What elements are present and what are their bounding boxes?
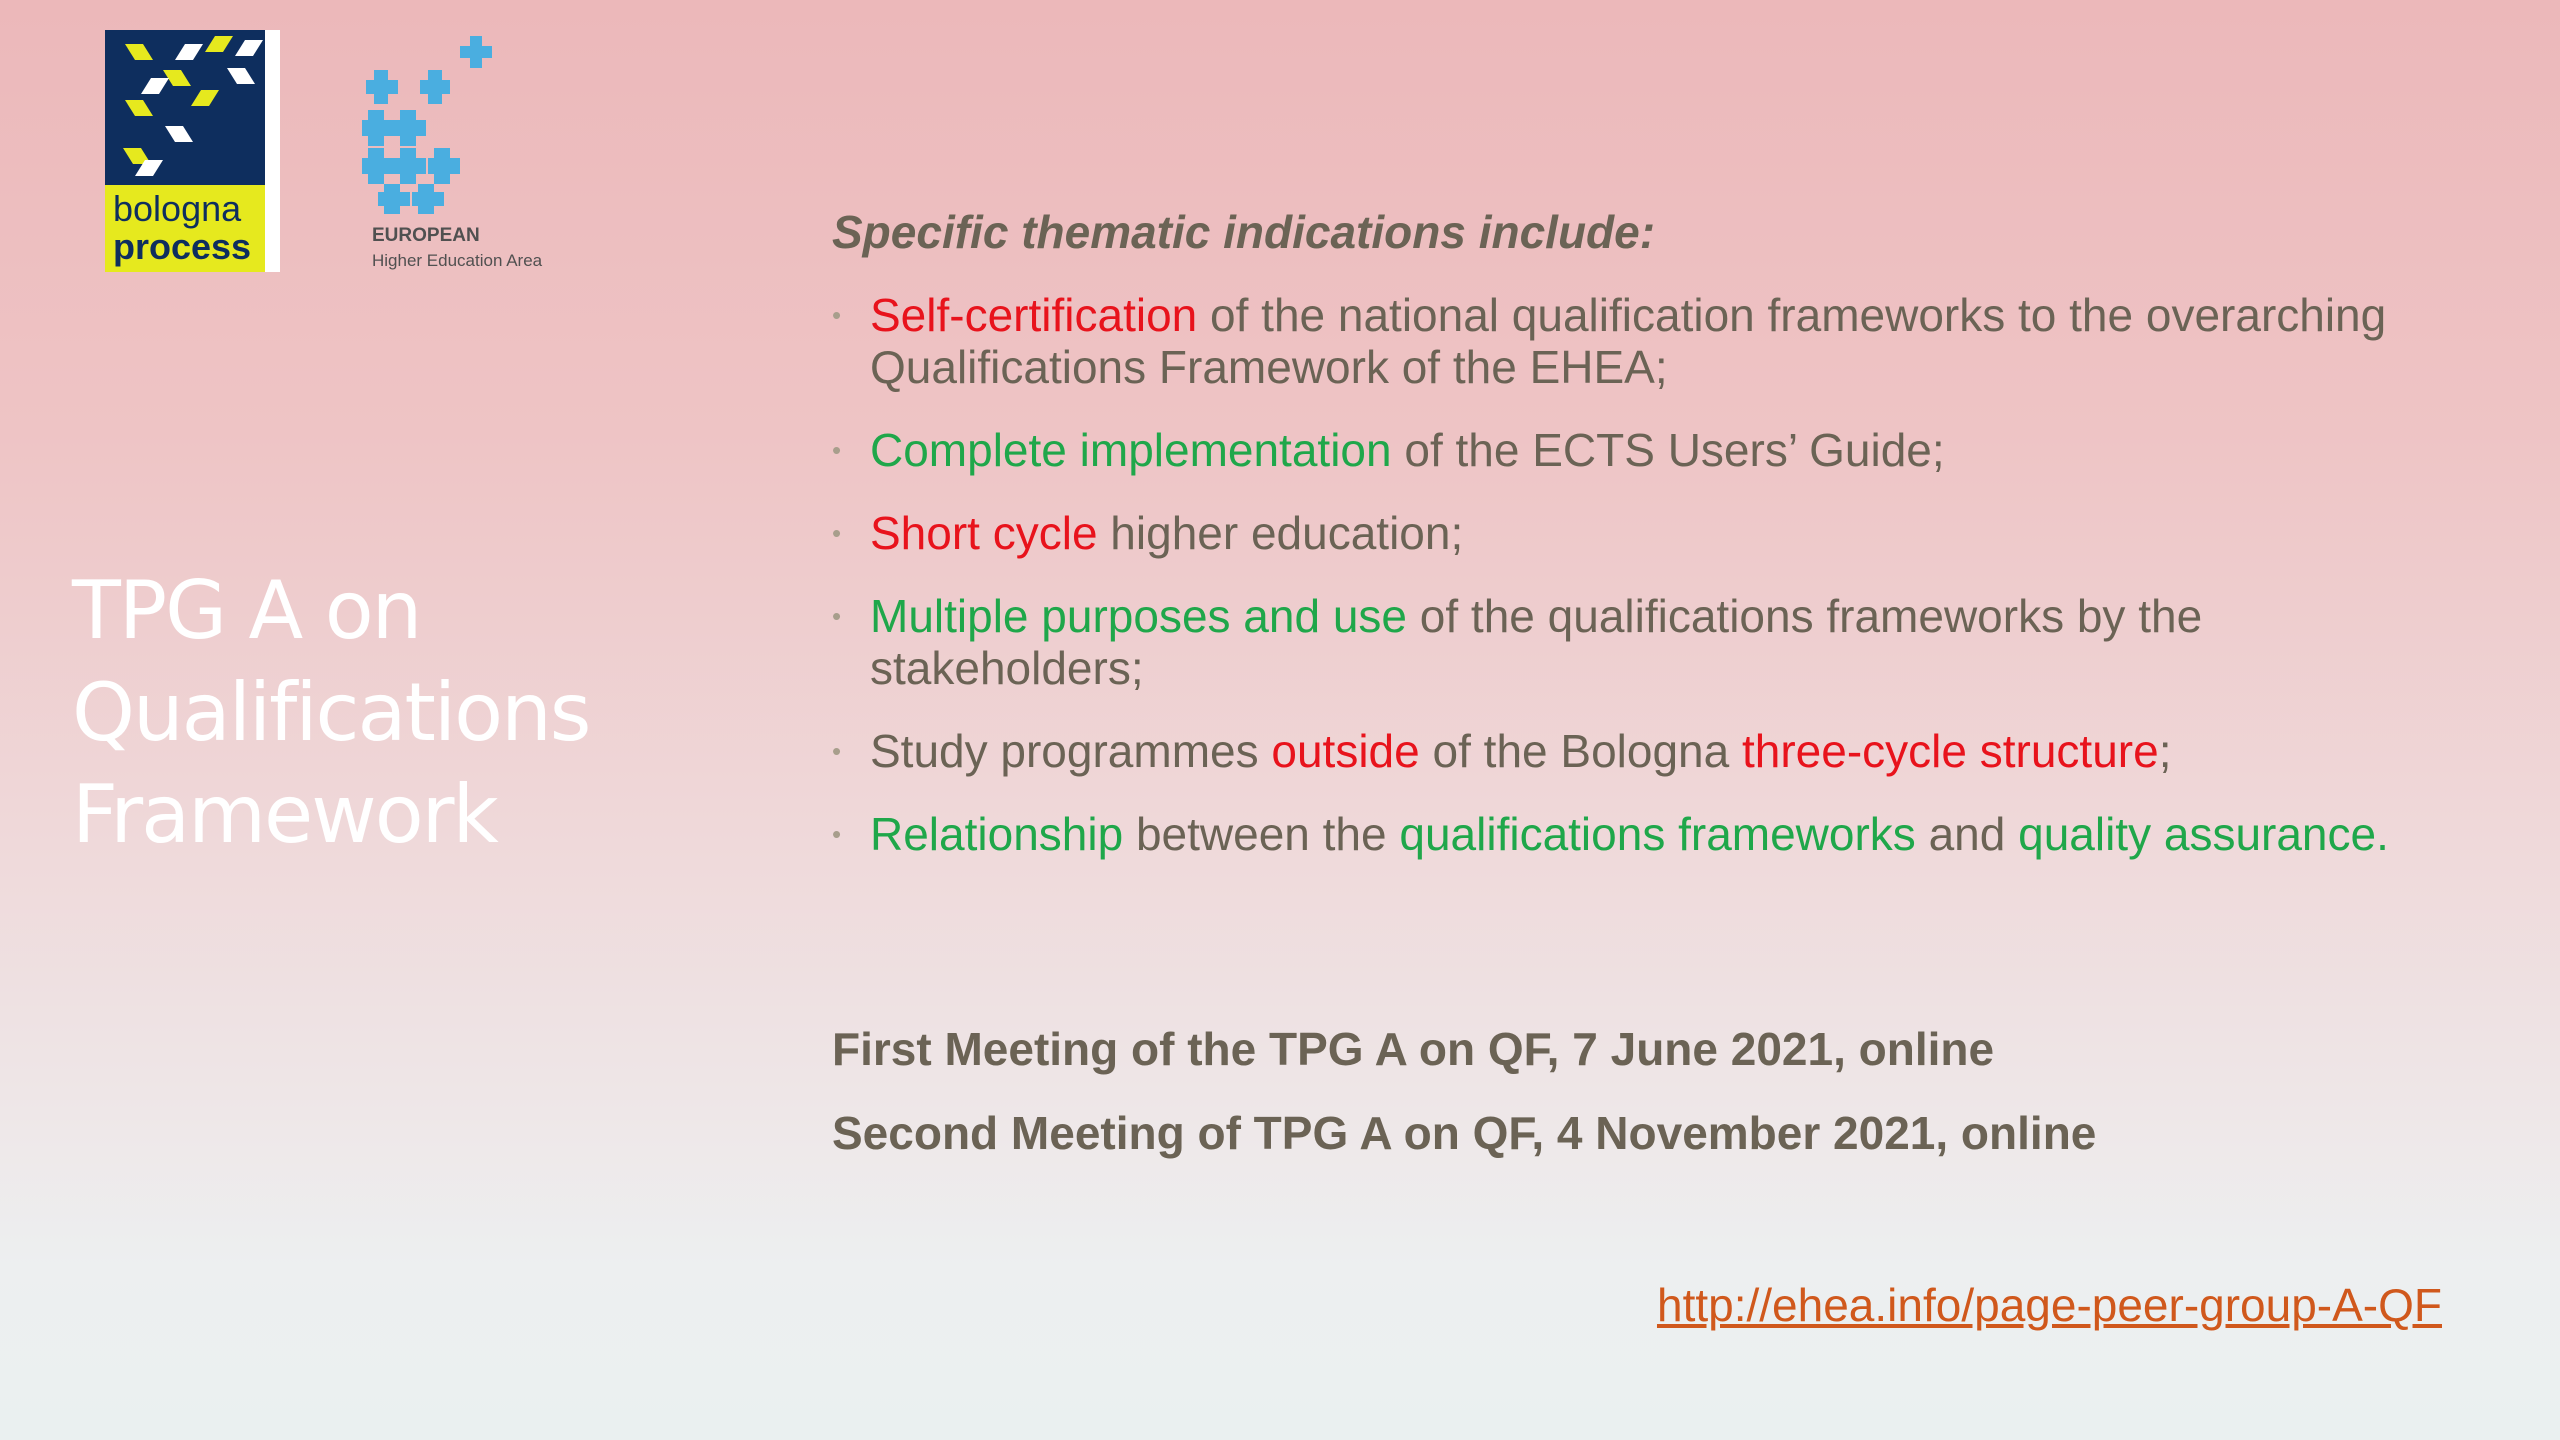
bullet-icon: • xyxy=(832,819,842,849)
bologna-logo-line2: process xyxy=(113,226,252,267)
highlight-red: Short cycle xyxy=(870,507,1098,559)
thematic-indications-list xyxy=(832,289,2392,860)
list-item xyxy=(832,289,2392,393)
item-text: of the ECTS Users’ Guide; xyxy=(1391,424,1945,476)
bullet-icon: • xyxy=(832,518,842,548)
second-meeting: Second Meeting of TPG A on QF, 4 November 2021, online xyxy=(832,1107,2097,1159)
meetings-section xyxy=(832,1022,2432,1190)
item-text: and xyxy=(1915,808,2019,860)
item-text: Study programmes xyxy=(870,725,1272,777)
item-text: of the qualifications frameworks by the stakeholders; xyxy=(870,590,2203,694)
item-text: between the xyxy=(1123,808,1400,860)
first-meeting: First Meeting of the TPG A on QF, 7 June 2021, online xyxy=(832,1023,1995,1075)
bullet-icon: • xyxy=(832,601,842,631)
bullet-icon: • xyxy=(832,736,842,766)
ehea-logo xyxy=(360,28,580,278)
highlight-red: three-cycle structure xyxy=(1741,725,2159,777)
item-text: ; xyxy=(2158,725,2172,777)
slide-title-line2: Qualifications xyxy=(72,666,590,759)
bullet-icon: • xyxy=(832,300,842,330)
item-text: higher education; xyxy=(1097,507,1464,559)
list-item xyxy=(832,725,2392,777)
item-text: of the national qualification frameworks to the overarching Qualifications Framework of the EHEA; xyxy=(870,289,2387,393)
highlight-green: qualifications frameworks xyxy=(1399,808,1916,860)
ehea-logo-line2: Higher Education Area xyxy=(372,251,543,270)
peer-group-link[interactable]: http://ehea.info/page-peer-group-A-QF xyxy=(1656,1279,2442,1331)
highlight-red: outside xyxy=(1271,725,1420,777)
bullet-icon: • xyxy=(832,435,842,465)
ehea-puzzle-graphic xyxy=(360,28,520,218)
slide-title xyxy=(72,560,712,866)
highlight-green: Multiple purposes and use xyxy=(870,590,1407,642)
highlight-red: Self-certification xyxy=(870,289,1198,341)
ehea-logo-line1: EUROPEAN xyxy=(372,225,480,246)
highlight-green: Relationship xyxy=(870,808,1124,860)
highlight-green: quality assurance xyxy=(2018,808,2377,860)
item-text: . xyxy=(2376,808,2389,860)
slide-title-line1: TPG A on xyxy=(72,564,421,657)
slide-content xyxy=(832,205,2392,891)
list-item xyxy=(832,590,2392,694)
ehea-logo-text xyxy=(372,226,542,269)
list-item xyxy=(832,507,2392,559)
item-text: of the Bologna xyxy=(1419,725,1742,777)
highlight-green: Complete implementation xyxy=(870,424,1392,476)
intro-heading: Specific thematic indications include: xyxy=(832,206,1656,258)
bologna-process-logo xyxy=(105,30,280,272)
list-item xyxy=(832,808,2392,860)
bologna-logo-line1: bologna xyxy=(113,188,242,229)
slide-title-line3: Framework xyxy=(72,768,497,861)
bologna-logo-text xyxy=(113,190,251,266)
list-item xyxy=(832,424,2392,476)
